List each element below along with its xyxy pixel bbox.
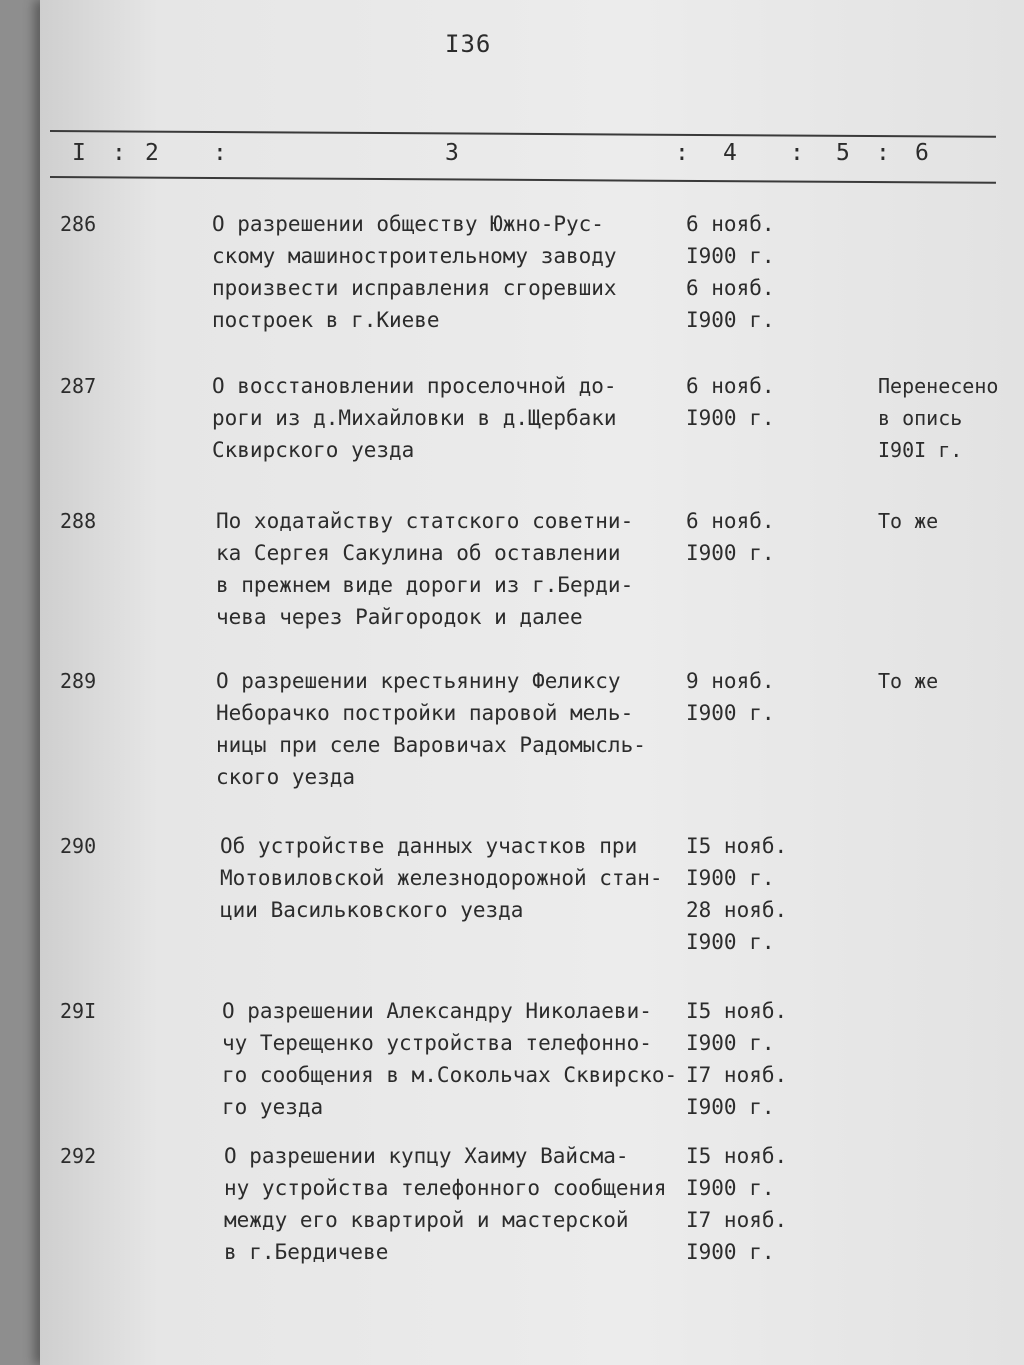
entry-title [212, 370, 617, 466]
entry-title-line: ка Сергея Сакулина об оставлении [216, 541, 621, 565]
entry-note [878, 370, 998, 466]
entry-title-line: ну устройства телефонного сообщения [224, 1176, 667, 1200]
entry-title-line: Мотовиловской железнодорожной стан- [220, 866, 663, 890]
entry-date-line: I900 г. [686, 866, 775, 890]
entry-title-line: между его квартирой и мастерской [224, 1208, 629, 1232]
entry-date-line: I900 г. [686, 1031, 775, 1055]
entry-title-line: чева через Райгородок и далее [216, 605, 583, 629]
entry-title-line: го уезда [222, 1095, 324, 1119]
column-separator: : [675, 140, 689, 166]
header-rule-bottom [50, 176, 996, 184]
entry-note-line: То же [878, 669, 939, 693]
entry-dates [686, 208, 775, 336]
entry-number: 289 [60, 669, 97, 693]
entry-date-line: I7 нояб. [686, 1063, 788, 1087]
column-separator: : [112, 140, 126, 166]
header-rule-top [50, 130, 996, 138]
entry-dates [686, 370, 775, 434]
entry-title-line: го сообщения в м.Сокольчах Сквирско- [222, 1063, 678, 1087]
column-header-5: 5 [836, 140, 850, 166]
entry-date-line: I5 нояб. [686, 1144, 788, 1168]
entry-number: 288 [60, 509, 97, 533]
entry-title-line: По ходатайству статского советни- [216, 509, 634, 533]
entry-title [222, 995, 677, 1123]
entry-date-line: I7 нояб. [686, 1208, 788, 1232]
entry-title-line: ции Васильковского уезда [220, 898, 524, 922]
entry-number: 29I [60, 999, 97, 1023]
column-header-3: 3 [445, 140, 459, 166]
entry-title [220, 830, 663, 926]
entry-title-line: ского уезда [216, 765, 356, 789]
entry-date-line: I900 г. [686, 930, 775, 954]
column-separator: : [213, 140, 227, 166]
entry-note-line: То же [878, 509, 939, 533]
entry-title-line: Сквирского уезда [212, 438, 415, 462]
entry-dates [686, 1140, 787, 1268]
entry-date-line: 9 нояб. [686, 669, 775, 693]
entry-note-line: I90I г. [878, 438, 963, 462]
column-header-4: 4 [723, 140, 737, 166]
entry-date-line: I900 г. [686, 244, 775, 268]
entry-title-line: О разрешении купцу Хаиму Вайсма- [224, 1144, 629, 1168]
entry-title-line: произвести исправления сгоревших [212, 276, 617, 300]
entry-title-line: Об устройстве данных участков при [220, 834, 638, 858]
entry-note-line: Перенесено [878, 374, 999, 398]
entry-number: 290 [60, 834, 97, 858]
entry-note [878, 665, 938, 697]
entry-dates [686, 995, 787, 1123]
entry-date-line: I900 г. [686, 1095, 775, 1119]
entry-title-line: О разрешении крестьянину Феликсу [216, 669, 621, 693]
entry-date-line: I900 г. [686, 541, 775, 565]
entry-title-line: О разрешении обществу Южно-Рус- [212, 212, 604, 236]
entry-dates [686, 830, 787, 958]
page-number: I36 [445, 30, 492, 58]
column-header-1: I [72, 140, 86, 166]
entry-title-line: О разрешении Александру Николаеви- [222, 999, 652, 1023]
column-header-2: 2 [145, 140, 159, 166]
entry-date-line: 28 нояб. [686, 898, 788, 922]
entry-title-line: скому машиностроительному заводу [212, 244, 617, 268]
document-page [40, 0, 1024, 1365]
entry-title-line: построек в г.Киеве [212, 308, 440, 332]
entry-date-line: I5 нояб. [686, 834, 788, 858]
entry-number: 286 [60, 212, 97, 236]
column-header-6: 6 [915, 140, 929, 166]
entry-title-line: ницы при селе Варовичах Радомысль- [216, 733, 646, 757]
entry-date-line: 6 нояб. [686, 374, 775, 398]
entry-title [212, 208, 617, 336]
entry-title-line: роги из д.Михайловки в д.Щербаки [212, 406, 617, 430]
entry-number: 287 [60, 374, 97, 398]
column-separator: : [790, 140, 804, 166]
entry-dates [686, 505, 775, 569]
column-separator: : [876, 140, 890, 166]
entry-title [216, 505, 633, 633]
entry-date-line: 6 нояб. [686, 509, 775, 533]
entry-title-line: в прежнем виде дороги из г.Берди- [216, 573, 634, 597]
entry-date-line: I900 г. [686, 406, 775, 430]
entry-date-line: I900 г. [686, 1176, 775, 1200]
entry-date-line: 6 нояб. [686, 212, 775, 236]
entry-note [878, 505, 938, 537]
entry-title [224, 1140, 667, 1268]
entry-title [216, 665, 646, 793]
entry-dates [686, 665, 775, 729]
entry-date-line: I900 г. [686, 308, 775, 332]
entry-note-line: в опись [878, 406, 963, 430]
entry-number: 292 [60, 1144, 97, 1168]
entry-title-line: чу Терещенко устройства телефонно- [222, 1031, 652, 1055]
entry-date-line: 6 нояб. [686, 276, 775, 300]
entry-title-line: в г.Бердичеве [224, 1240, 389, 1264]
entry-title-line: О восстановлении проселочной до- [212, 374, 617, 398]
entry-date-line: I900 г. [686, 701, 775, 725]
entry-date-line: I900 г. [686, 1240, 775, 1264]
entry-title-line: Неборачко постройки паровой мель- [216, 701, 634, 725]
entry-date-line: I5 нояб. [686, 999, 788, 1023]
